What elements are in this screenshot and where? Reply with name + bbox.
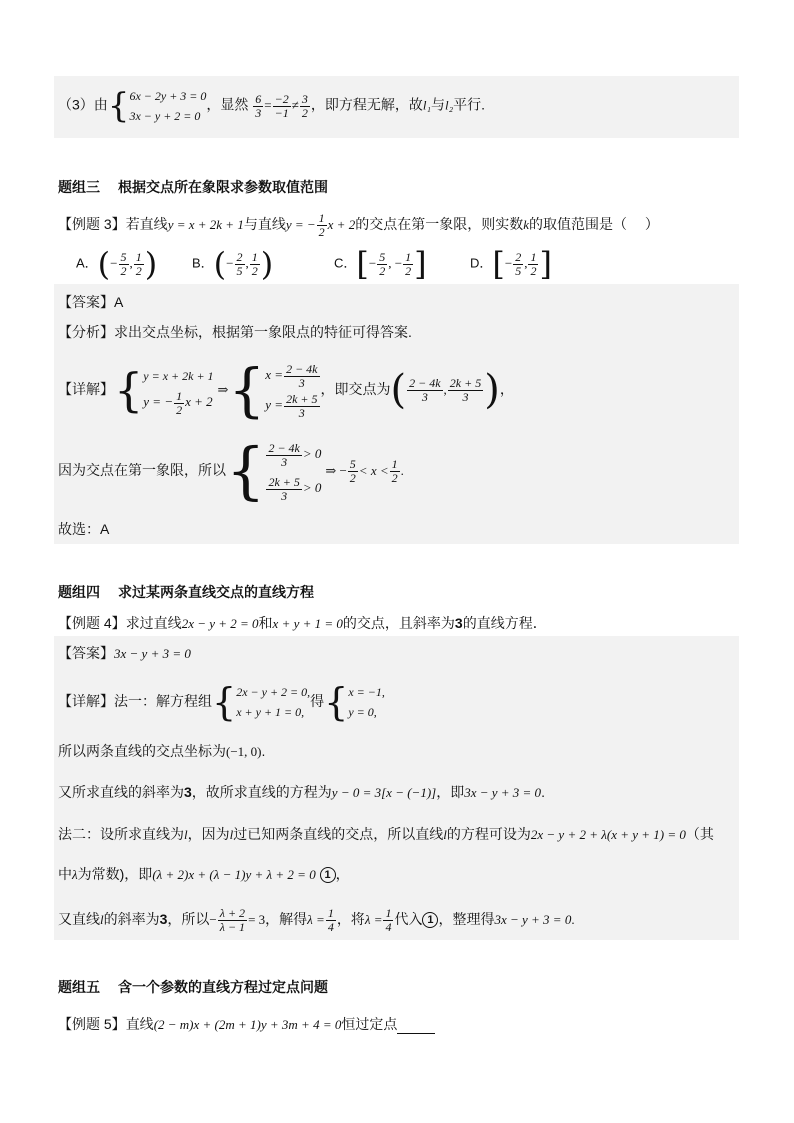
example4-method1: 【详解】法一：解方程组{2x − y + 2 = 0, x + y + 1 = 0,得{x = −1, y = 0, xyxy=(58,680,385,725)
circled-one-icon: 1 xyxy=(320,867,336,883)
example4-method2-line2: 中λ为常数)，即(λ + 2)x + (λ − 1)y + λ + 2 = 0 1 ， xyxy=(58,866,350,882)
option-b: B．(− $\frac{2}{5}$ , $\frac{1}{2}$ ) xyxy=(192,245,274,283)
example3-detail: 【详解】{y = x + 2k + 1 y = − $\frac{1}{2}$ x + 2 ⇒{x = $\frac{2 - 4k}{3}$ y = $\frac{2k + 5}{3}$ ，即交点为( $\frac{2 - 4k}{3}$ , $\frac{2k + 5}{3}$ )， xyxy=(58,356,514,425)
example5-question: 【例题 5】直线(2 − m)x + (2m + 1)y + 3m + 4 = 0恒过定点 xyxy=(58,1015,435,1034)
example3-analysis: 【分析】求出交点坐标，根据第一象限点的特征可得答案. xyxy=(58,324,412,340)
brace-icon: { xyxy=(226,434,266,508)
circled-one-icon: 1 xyxy=(422,912,438,928)
part3-line: （3）由{6x − 2y + 3 = 0 3x − y + 2 = 0，显然 $\frac{6}{3}$ = $\frac{-2}{-1}$ ≠ $\frac{3}{2}$ ，即方程无解，故l₁与l₂平行. xyxy=(58,86,486,126)
example3-answer: 【答案】A xyxy=(58,294,124,310)
option-d: D．[− $\frac{2}{5}$ , $\frac{1}{2}$ ] xyxy=(470,245,552,283)
option-a: A．(− $\frac{5}{2}$ , $\frac{1}{2}$ ) xyxy=(76,245,158,283)
group4-heading: 题组四 求过某两条直线交点的直线方程 xyxy=(58,584,314,600)
brace-icon: { xyxy=(107,86,130,126)
example4-point: 所以两条直线的交点坐标为(−1, 0). xyxy=(58,743,266,759)
group5-heading: 题组五 含一个参数的直线方程过定点问题 xyxy=(58,979,328,995)
part3-label: （3）由 xyxy=(58,96,108,113)
example4-line-eq: 又所求直线的斜率为3，故所求直线的方程为y − 0 = 3[x − (−1)]，即3x − y + 3 = 0. xyxy=(58,784,545,800)
answer-blank[interactable] xyxy=(397,1019,435,1034)
example4-question: 【例题 4】求过直线2x − y + 2 = 0和x + y + 1 = 0的交点，且斜率为3的直线方程． xyxy=(58,615,547,631)
group3-heading: 题组三 根据交点所在象限求参数取值范围 xyxy=(58,179,328,195)
example3-question: 【例题 3】若直线y = x + 2k + 1与直线y = − $\frac{1}{2}$ x + 2的交点在第一象限，则实数k的取值范围是（ ） xyxy=(58,211,659,239)
example3-because: 因为交点在第一象限，所以{ $\frac{2 - 4k}{3}$ > 0 $\frac{2k + 5}{3}$ > 0 ⇒ − $\frac{5}{2}$ < x < $\frac{1}{2}$ . xyxy=(58,434,404,508)
example3-choose: 故选：A xyxy=(58,521,110,537)
brace-icon: { xyxy=(324,680,349,725)
example4-method2-line3: 又直线l的斜率为3，所以− $\frac{\lambda + 2}{\lambda - 1}$ = 3，解得λ = $\frac{1}{4}$ ，将λ = $\frac{1}{4}$ 代入 1 ，整理得3x − y + 3 = 0. xyxy=(58,905,575,934)
example4-answer: 【答案】3x − y + 3 = 0 xyxy=(58,645,191,661)
part3-system: 6x − 2y + 3 = 0 3x − y + 2 = 0 xyxy=(129,89,207,123)
brace-icon: { xyxy=(114,363,144,418)
option-c: C．[− $\frac{5}{2}$ , − $\frac{1}{2}$ ] xyxy=(334,245,427,283)
brace-icon: { xyxy=(212,680,237,725)
example4-method2-line1: 法二：设所求直线为l，因为l过已知两条直线的交点，所以直线l的方程可设为2x − y + 2 + λ(x + y + 1) = 0（其 xyxy=(58,826,714,842)
brace-icon: { xyxy=(228,356,266,425)
